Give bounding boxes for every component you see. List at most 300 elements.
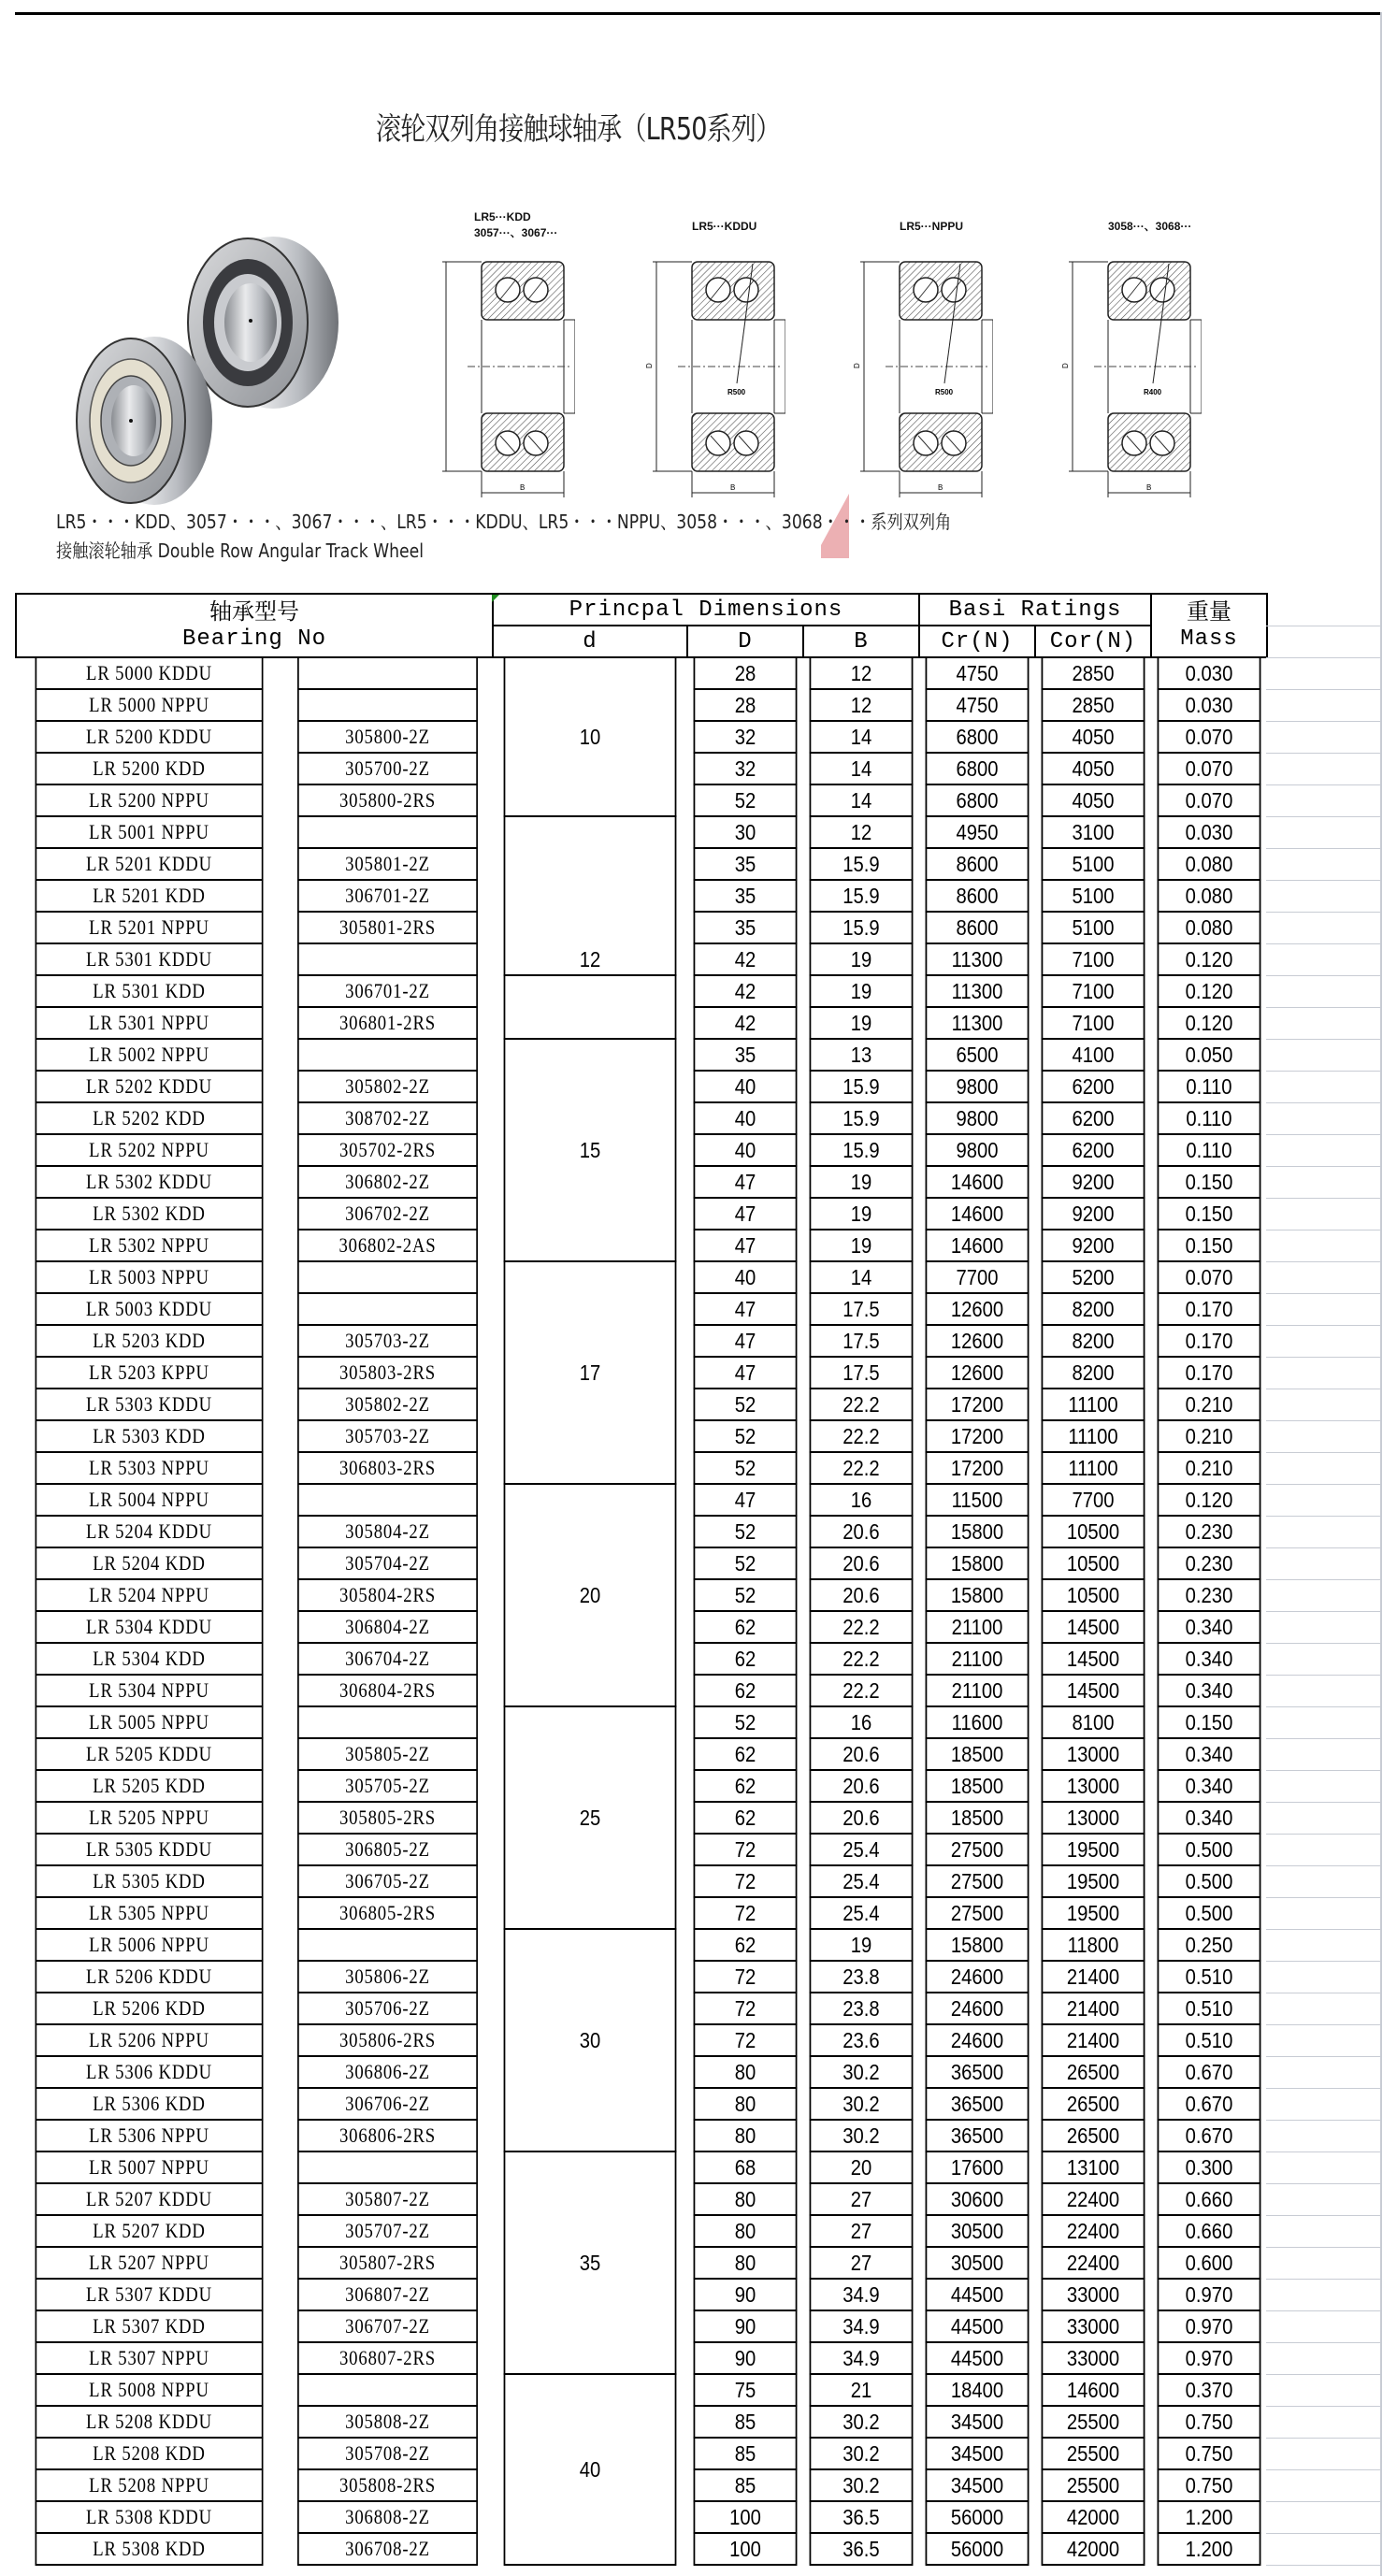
cell-cr-text: 11300 (951, 1010, 1003, 1035)
cell-cr-text: 11600 (951, 1709, 1003, 1734)
cell-model (36, 1133, 264, 1167)
cell-mass-text: 0.340 (1185, 1773, 1233, 1798)
cell-cr (926, 1801, 1030, 1835)
header-D-text: D (738, 628, 753, 655)
cell-cor (1042, 2341, 1145, 2375)
sheet-gridline (1266, 1929, 1380, 1930)
sheet-gridline (1266, 1293, 1380, 1294)
cell-mass-text: 0.340 (1185, 1646, 1233, 1671)
bearing-photo (56, 210, 365, 547)
cell-cr-text: 6800 (956, 756, 999, 781)
cell-mass (1158, 1960, 1261, 1993)
cell-cr-text: 34500 (950, 2472, 1004, 2497)
cell-alt-model (297, 1419, 478, 1453)
cell-mass-text: 0.750 (1185, 2440, 1233, 2466)
cell-cr (926, 1260, 1030, 1294)
sheet-gridline (1266, 2469, 1380, 2470)
cell-outer-diameter-text: 85 (734, 2440, 756, 2466)
cell-cor (1042, 2278, 1145, 2311)
cell-cr (926, 2023, 1030, 2057)
cell-mass-text: 0.230 (1185, 1582, 1233, 1607)
cell-width (810, 1864, 914, 1898)
sheet-gridline (1266, 2279, 1380, 2280)
cell-cor-text: 11100 (1068, 1455, 1118, 1480)
header-basic-ratings (918, 593, 1152, 626)
sheet-gridline (1266, 2215, 1380, 2216)
cell-cr-text: 12600 (950, 1296, 1004, 1321)
cell-mass (1158, 688, 1261, 722)
header-cor-text: Cor(N) (1049, 628, 1137, 655)
cell-cr-text: 56000 (950, 2504, 1004, 2529)
cell-bore-diameter-text: 35 (579, 2250, 601, 2275)
cell-mass-text: 0.510 (1185, 1995, 1233, 2021)
cell-model-text: LR 5304 KDD (93, 1647, 206, 1670)
cell-width-text: 27 (850, 2250, 872, 2275)
cell-alt-model (297, 1133, 478, 1167)
cell-mass-text: 1.200 (1185, 2504, 1233, 2529)
cell-width (810, 656, 914, 690)
cell-mass-text: 0.670 (1185, 2059, 1233, 2084)
cell-alt-model (297, 2246, 478, 2280)
cell-outer-diameter (694, 1197, 798, 1230)
cell-cr-text: 9800 (956, 1105, 999, 1130)
cell-cor-text: 7700 (1072, 1487, 1115, 1512)
cell-model (36, 1610, 264, 1644)
cell-width-text: 22.2 (843, 1455, 880, 1480)
cell-model-text: LR 5303 KDD (93, 1424, 206, 1447)
header-bearing-no-en: Bearing No (181, 626, 327, 652)
cell-outer-diameter (694, 1229, 798, 1262)
cell-mass (1158, 1705, 1261, 1739)
cell-bore-diameter (504, 1260, 677, 1485)
cell-model (36, 1070, 264, 1103)
cell-alt-model-text: 305703-2Z (345, 1424, 430, 1447)
cell-mass (1158, 974, 1261, 1008)
cell-width-text: 25.4 (843, 1900, 880, 1925)
cell-cr (926, 1578, 1030, 1612)
cell-mass (1158, 1133, 1261, 1167)
sheet-gridline (1266, 1357, 1380, 1358)
cell-mass (1158, 2405, 1261, 2439)
cell-cor (1042, 943, 1145, 976)
cell-mass-text: 0.120 (1185, 1487, 1233, 1512)
cell-cr-text: 12600 (950, 1328, 1004, 1353)
cell-cor-text: 7100 (1072, 946, 1115, 971)
cell-alt-model (297, 1578, 478, 1612)
cell-cr-text: 27500 (950, 1836, 1004, 1862)
cell-model (36, 1483, 264, 1517)
cell-cor (1042, 2532, 1145, 2566)
cell-cor-text: 14500 (1066, 1646, 1120, 1671)
sheet-gridline (1266, 1198, 1380, 1199)
cell-width-text: 15.9 (843, 1073, 880, 1099)
cell-outer-diameter-text: 47 (734, 1487, 756, 1512)
cell-mass-text: 0.500 (1185, 1900, 1233, 1925)
cell-width (810, 1674, 914, 1707)
sheet-gridline (1266, 1166, 1380, 1167)
cell-width-text: 23.8 (843, 1995, 880, 2021)
bearing-cross-section (1061, 226, 1202, 507)
cell-alt-model (297, 2214, 478, 2248)
cell-cor (1042, 1610, 1145, 1644)
cell-cr-text: 30500 (950, 2250, 1004, 2275)
header-B (802, 625, 920, 658)
cell-model (36, 2310, 264, 2343)
cell-alt-model (297, 1864, 478, 1898)
cell-model-text: LR 5205 KDDU (86, 1742, 212, 1765)
cell-outer-diameter (694, 2373, 798, 2407)
cell-alt-model-text: 306805-2RS (338, 1901, 437, 1924)
cell-cr (926, 2119, 1030, 2152)
cell-model (36, 1197, 264, 1230)
cell-model (36, 1769, 264, 1803)
cell-outer-diameter (694, 2278, 798, 2311)
cell-cor (1042, 2373, 1145, 2407)
cell-outer-diameter (694, 1864, 798, 1898)
cell-width (810, 784, 914, 817)
cell-outer-diameter (694, 911, 798, 944)
cell-width-text: 15.9 (843, 914, 880, 940)
cell-cor-text: 33000 (1066, 2313, 1120, 2339)
cell-cor-text: 5100 (1072, 914, 1115, 940)
diagram-label: LR5···KDDU (692, 220, 757, 233)
cell-model-text: LR 5307 NPPU (89, 2346, 209, 2369)
cell-mass (1158, 1292, 1261, 1326)
sheet-gridline (1266, 2151, 1380, 2152)
cell-cr-text: 9800 (956, 1137, 999, 1162)
cell-alt-model-text: 305805-2Z (345, 1742, 430, 1765)
cell-bore-diameter (504, 1705, 677, 1930)
cell-model-text: LR 5303 KDDU (86, 1392, 212, 1416)
cell-outer-diameter (694, 1451, 798, 1485)
cell-cr (926, 2278, 1030, 2311)
cell-width (810, 2214, 914, 2248)
cell-width (810, 2532, 914, 2566)
cell-width-text: 22.2 (843, 1614, 880, 1639)
cell-alt-model-text: 305700-2Z (345, 756, 430, 780)
cell-outer-diameter (694, 1960, 798, 1993)
cell-outer-diameter-text: 52 (734, 1518, 756, 1544)
cell-width (810, 879, 914, 913)
cell-mass-text: 0.970 (1185, 2345, 1233, 2370)
sheet-gridline (1266, 657, 1380, 658)
cell-cor (1042, 1133, 1145, 1167)
cell-alt-model-text: 305808-2RS (338, 2473, 437, 2497)
cell-model-text: LR 5004 NPPU (89, 1488, 209, 1511)
cell-width (810, 1070, 914, 1103)
sheet-gridline (1266, 784, 1380, 785)
cell-mass-text: 0.170 (1185, 1296, 1233, 1321)
cell-outer-diameter (694, 1292, 798, 1326)
cell-alt-model-text: 306804-2RS (338, 1678, 437, 1702)
header-cor (1034, 625, 1152, 658)
cell-alt-model-text: 305806-2RS (338, 2028, 437, 2051)
cell-mass-text: 0.080 (1185, 851, 1233, 876)
cell-width-text: 19 (850, 978, 872, 1003)
cell-model (36, 1101, 264, 1135)
cell-cr-text: 9800 (956, 1073, 999, 1099)
cell-width-text: 34.9 (843, 2345, 880, 2370)
cell-cor (1042, 1705, 1145, 1739)
cell-outer-diameter (694, 656, 798, 690)
cell-cor (1042, 2437, 1145, 2470)
cell-model-text: LR 5303 NPPU (89, 1456, 209, 1479)
cell-cor-text: 25500 (1066, 2440, 1120, 2466)
cell-cor-text: 22400 (1066, 2218, 1120, 2243)
cell-alt-model (297, 1642, 478, 1676)
cell-mass (1158, 2373, 1261, 2407)
cell-width-text: 30.2 (843, 2123, 880, 2148)
cell-cor (1042, 847, 1145, 881)
cell-cor-text: 25500 (1066, 2472, 1120, 2497)
cell-cr (926, 2182, 1030, 2216)
cell-cr-text: 6800 (956, 724, 999, 749)
header-bearing-no-cn: 轴承型号 (209, 598, 299, 625)
cell-model (36, 1737, 264, 1771)
header-basic-ratings-text: Basi Ratings (948, 597, 1122, 623)
cell-cor-text: 2850 (1072, 660, 1115, 685)
cell-cr-text: 44500 (950, 2281, 1004, 2307)
cell-alt-model (297, 2310, 478, 2343)
cell-width-text: 34.9 (843, 2313, 880, 2339)
cell-cor-text: 8200 (1072, 1360, 1115, 1385)
cell-cor-text: 33000 (1066, 2281, 1120, 2307)
cell-outer-diameter (694, 2087, 798, 2121)
cell-cor-text: 4100 (1072, 1042, 1115, 1067)
cell-width-text: 19 (850, 1169, 872, 1194)
cell-width (810, 1165, 914, 1199)
header-B-text: B (854, 628, 869, 655)
cell-mass (1158, 1388, 1261, 1421)
cell-alt-model (297, 815, 478, 849)
cell-cor-text: 22400 (1066, 2250, 1120, 2275)
cell-outer-diameter (694, 2437, 798, 2470)
cell-width-text: 12 (850, 819, 872, 844)
cell-mass (1158, 752, 1261, 785)
cell-cr (926, 1292, 1030, 1326)
cell-mass (1158, 720, 1261, 754)
cell-mass-text: 1.200 (1185, 2536, 1233, 2561)
sheet-gridline (1266, 943, 1380, 944)
cell-alt-model (297, 2023, 478, 2057)
cell-mass-text: 0.300 (1185, 2154, 1233, 2180)
cell-cr (926, 1165, 1030, 1199)
cell-mass-text: 0.230 (1185, 1518, 1233, 1544)
cell-bore-diameter-text: 15 (579, 1137, 601, 1162)
sheet-gridline (1266, 1611, 1380, 1612)
cell-width-text: 21 (850, 2377, 872, 2402)
cell-mass-text: 0.250 (1185, 1932, 1233, 1957)
cell-alt-model (297, 1388, 478, 1421)
cell-alt-model (297, 720, 478, 754)
cell-width (810, 1960, 914, 1993)
cell-alt-model (297, 1547, 478, 1580)
cell-width (810, 2151, 914, 2184)
cell-cor (1042, 1197, 1145, 1230)
cell-width (810, 1833, 914, 1866)
cell-cor (1042, 752, 1145, 785)
cell-mass-text: 0.340 (1185, 1677, 1233, 1703)
cell-model-text: LR 5206 NPPU (89, 2028, 209, 2051)
cell-model-text: LR 5006 NPPU (89, 1933, 209, 1956)
cell-alt-model-text: 306704-2Z (345, 1647, 430, 1670)
cell-mass-text: 0.660 (1185, 2186, 1233, 2211)
cell-mass-text: 0.210 (1185, 1391, 1233, 1417)
cell-outer-diameter-text: 72 (734, 1964, 756, 1989)
cell-cor-text: 13100 (1066, 2154, 1120, 2180)
cell-cr-text: 44500 (950, 2345, 1004, 2370)
cell-cor-text: 25500 (1066, 2409, 1120, 2434)
cell-model-text: LR 5302 KDD (93, 1202, 206, 1225)
cell-width (810, 1388, 914, 1421)
cell-alt-model (297, 752, 478, 785)
cell-cor-text: 5200 (1072, 1264, 1115, 1289)
cell-mass-text: 0.340 (1185, 1614, 1233, 1639)
cell-cr-text: 8600 (956, 883, 999, 908)
cell-outer-diameter (694, 943, 798, 976)
cell-cr-text: 18500 (950, 1741, 1004, 1766)
cell-cr (926, 2246, 1030, 2280)
cell-outer-diameter (694, 1165, 798, 1199)
cell-mass-text: 0.670 (1185, 2091, 1233, 2116)
cell-cr (926, 1769, 1030, 1803)
cell-outer-diameter-text: 80 (734, 2123, 756, 2148)
cell-width (810, 2182, 914, 2216)
cell-outer-diameter (694, 1483, 798, 1517)
cell-cr-text: 30600 (950, 2186, 1004, 2211)
cell-cr-text: 18400 (950, 2377, 1004, 2402)
cell-width (810, 2341, 914, 2375)
cell-mass (1158, 1006, 1261, 1040)
cell-mass-text: 0.070 (1185, 787, 1233, 813)
cell-cr-text: 36500 (950, 2123, 1004, 2148)
bearing-cross-section (435, 226, 575, 507)
cell-cr (926, 752, 1030, 785)
cell-outer-diameter (694, 720, 798, 754)
cell-outer-diameter (694, 2214, 798, 2248)
cell-cor (1042, 815, 1145, 849)
cell-bore-diameter-text: 12 (579, 947, 601, 971)
cell-model (36, 1928, 264, 1962)
cell-model-text: LR 5003 KDDU (86, 1297, 212, 1320)
cell-mass (1158, 1833, 1261, 1866)
cell-cr (926, 1737, 1030, 1771)
cell-outer-diameter (694, 879, 798, 913)
cell-mass (1158, 2151, 1261, 2184)
cell-model (36, 2087, 264, 2121)
cell-bore-diameter (504, 974, 677, 1040)
top-rule (15, 12, 1382, 15)
cell-outer-diameter (694, 784, 798, 817)
cell-model (36, 1292, 264, 1326)
cell-cor (1042, 1292, 1145, 1326)
cell-outer-diameter (694, 2151, 798, 2184)
cell-mass-text: 0.230 (1185, 1550, 1233, 1576)
cell-mass (1158, 1642, 1261, 1676)
cell-outer-diameter-text: 100 (729, 2536, 761, 2561)
cell-cr-text: 27500 (950, 1868, 1004, 1893)
cell-outer-diameter-text: 62 (734, 1741, 756, 1766)
cell-cr (926, 2055, 1030, 2089)
sheet-gridline (1266, 912, 1380, 913)
cell-model-text: LR 5200 NPPU (89, 788, 209, 812)
cell-outer-diameter-text: 80 (734, 2091, 756, 2116)
cell-mass (1158, 1229, 1261, 1262)
cell-mass-text: 0.110 (1186, 1073, 1232, 1099)
cell-alt-model (297, 1038, 478, 1072)
cell-cor-text: 6200 (1072, 1105, 1115, 1130)
cell-alt-model (297, 1705, 478, 1739)
cell-outer-diameter-text: 72 (734, 1868, 756, 1893)
cell-mass-text: 0.510 (1185, 2027, 1233, 2052)
cell-mass (1158, 1992, 1261, 2025)
cell-width-text: 30.2 (843, 2059, 880, 2084)
cell-cor (1042, 2151, 1145, 2184)
sheet-gridline (1266, 1484, 1380, 1485)
cell-alt-model (297, 784, 478, 817)
cell-mass-text: 0.120 (1185, 946, 1233, 971)
cell-cor-text: 6200 (1072, 1137, 1115, 1162)
cell-model (36, 1864, 264, 1898)
cell-outer-diameter-text: 52 (734, 787, 756, 813)
cell-alt-model (297, 1896, 478, 1930)
sheet-gridline (1266, 1579, 1380, 1580)
cell-cor-text: 4050 (1072, 756, 1115, 781)
cell-outer-diameter-text: 35 (734, 914, 756, 940)
cell-model-text: LR 5000 KDDU (86, 661, 212, 684)
cell-bore-diameter (504, 1038, 677, 1262)
cell-model (36, 2373, 264, 2407)
cell-mass (1158, 1483, 1261, 1517)
sheet-gridline (1266, 816, 1380, 817)
cell-width-text: 15.9 (843, 883, 880, 908)
cell-model (36, 752, 264, 785)
cell-cr (926, 2405, 1030, 2439)
cell-cr (926, 1388, 1030, 1421)
cell-mass (1158, 2119, 1261, 2152)
cell-outer-diameter-text: 80 (734, 2059, 756, 2084)
cell-mass (1158, 847, 1261, 881)
cell-cor-text: 10500 (1066, 1518, 1120, 1544)
cell-alt-model (297, 2341, 478, 2375)
cell-width (810, 1419, 914, 1453)
cell-width-text: 17.5 (843, 1328, 880, 1353)
bearing-front (77, 337, 212, 505)
cell-outer-diameter (694, 2341, 798, 2375)
sheet-gridline (1266, 2088, 1380, 2089)
sheet-gridline (1266, 2406, 1380, 2407)
cell-alt-model-text: 306702-2Z (345, 1202, 430, 1225)
cell-mass-text: 0.030 (1185, 692, 1233, 717)
sheet-gridline (1266, 2565, 1380, 2566)
sheet-gridline (1266, 1547, 1380, 1548)
cell-cor-text: 13000 (1066, 1773, 1120, 1798)
cell-model-text: LR 5206 KDD (93, 1996, 206, 2020)
cell-outer-diameter (694, 1006, 798, 1040)
cell-outer-diameter-text: 80 (734, 2218, 756, 2243)
cell-model-text: LR 5307 KDD (93, 2314, 206, 2338)
cell-model (36, 656, 264, 690)
cell-width-text: 17.5 (843, 1360, 880, 1385)
cell-cr (926, 1864, 1030, 1898)
cell-outer-diameter (694, 752, 798, 785)
cell-alt-model-text: 305808-2Z (345, 2410, 430, 2433)
cell-cor-text: 9200 (1072, 1232, 1115, 1258)
cell-alt-model (297, 1165, 478, 1199)
cell-width (810, 1229, 914, 1262)
cell-width-text: 13 (850, 1042, 872, 1067)
cell-model-text: LR 5306 NPPU (89, 2123, 209, 2147)
